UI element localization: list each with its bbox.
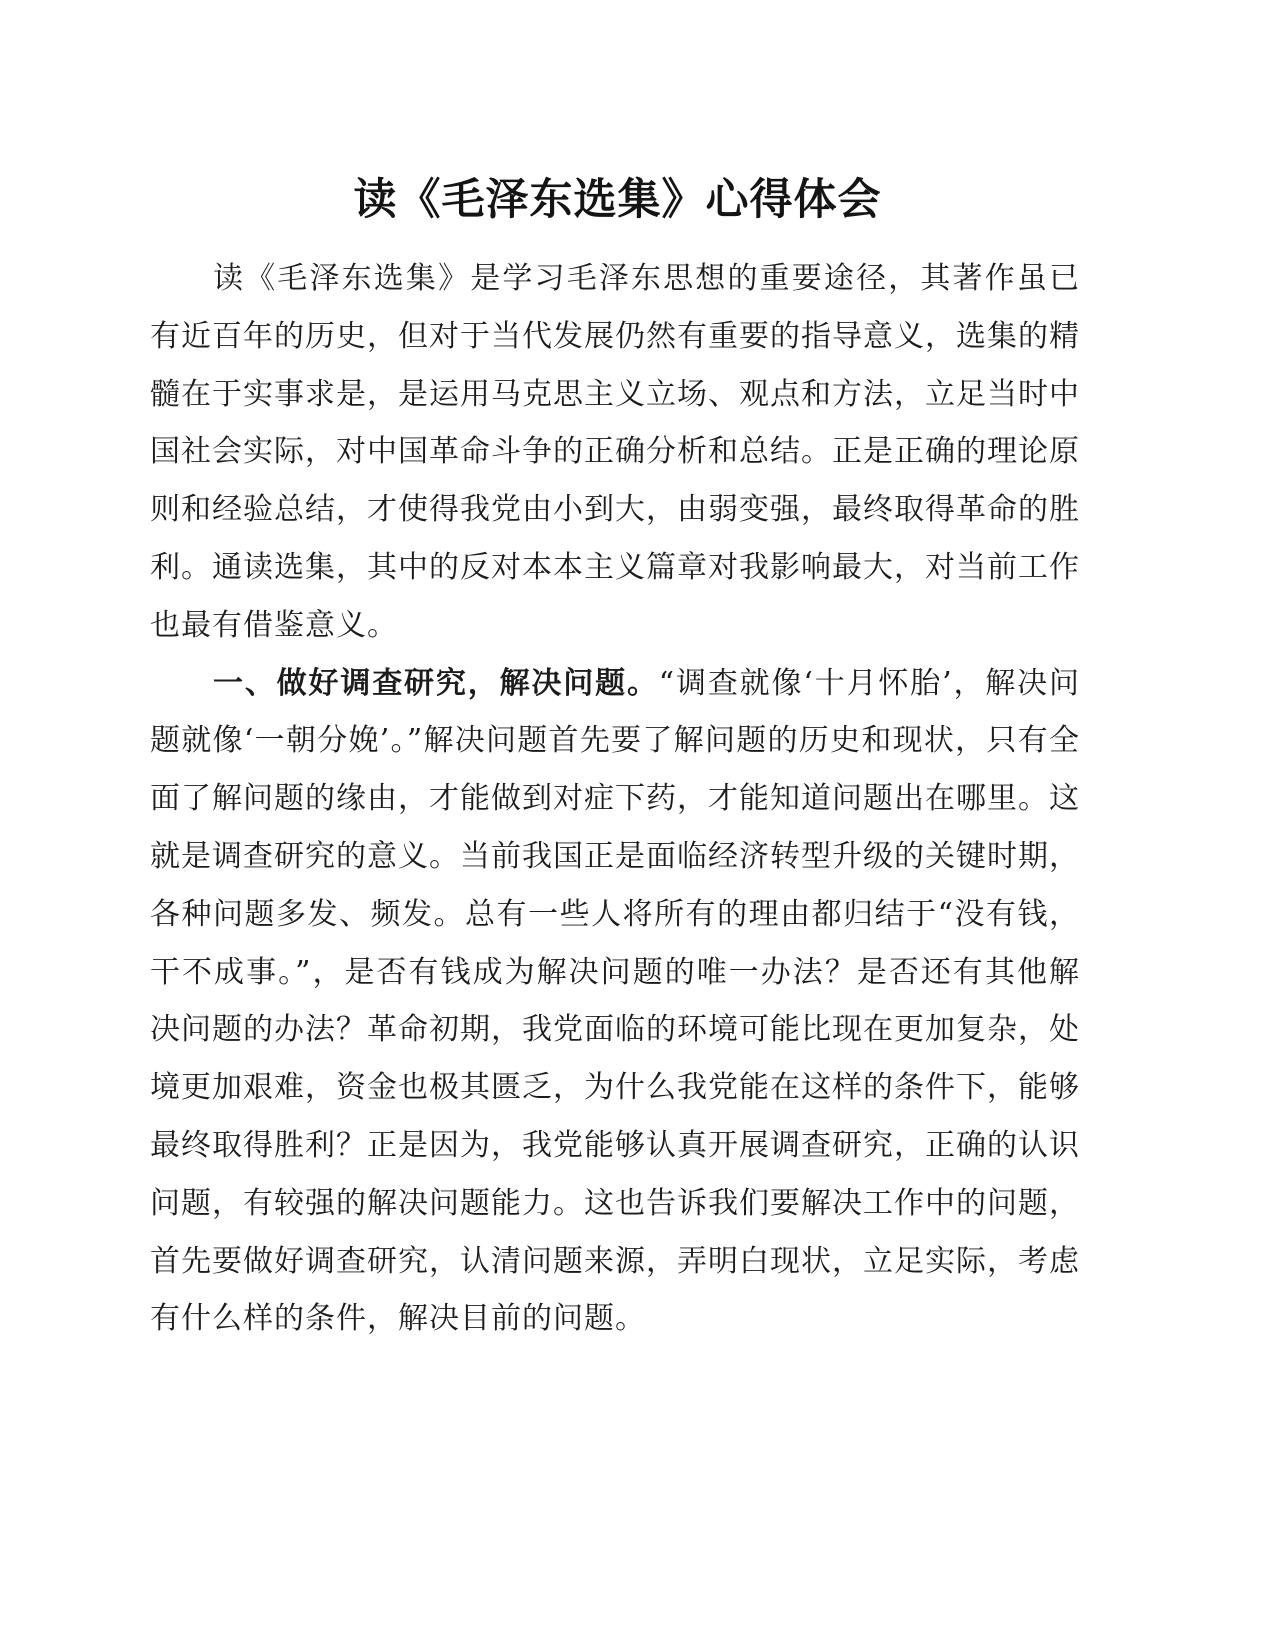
intro-paragraph: 读《毛泽东选集》是学习毛泽东思想的重要途径，其著作虽已有近百年的历史，但对于当代发展仍然有重要的指导意义，选集的精髓在于实事求是，是运用马克思主义立场、观点和方法，立足当时中国社会实际，对中国革命斗争的正确分析和总结。正是正确的理论原则和经验总结，才使得我党由小到大，由弱变强，最终取得革命的胜利。通读选集，其中的反对本本主义篇章对我影响最大，对当前工作也最有借鉴意义。	[150, 261, 1080, 643]
document-title: 读《毛泽东选集》心得体会	[353, 175, 882, 225]
document-body	[150, 250, 1080, 1348]
section-1-heading: 一、做好调查研究，解决问题。	[213, 665, 659, 701]
section-1-text: “调查就像‘十月怀胎’，解决问题就像‘一朝分娩’。”解决问题首先要了解问题的历史和现状，只有全面了解问题的缘由，才能做到对症下药，才能知道问题出在哪里。这就是调查研究的意义。当前我国正是面临经济转型升级的关键时期，各种问题多发、频发。总有一些人将所有的理由都归结于“没有钱，干不成事。”，是否有钱成为解决问题的唯一办法？是否还有其他解决问题的办法？革命初期，我党面临的环境可能比现在更加复杂，处境更加艰难，资金也极其匮乏，为什么我党能在这样的条件下，能够最终取得胜利？正是因为，我党能够认真开展调查研究，正确的认识问题，有较强的解决问题能力。这也告诉我们要解决工作中的问题，首先要做好调查研究，认清问题来源，弄明白现状，立足实际，考虑有什么样的条件，解决目前的问题。	[150, 665, 1080, 1337]
section-1-paragraph	[150, 655, 1080, 1349]
